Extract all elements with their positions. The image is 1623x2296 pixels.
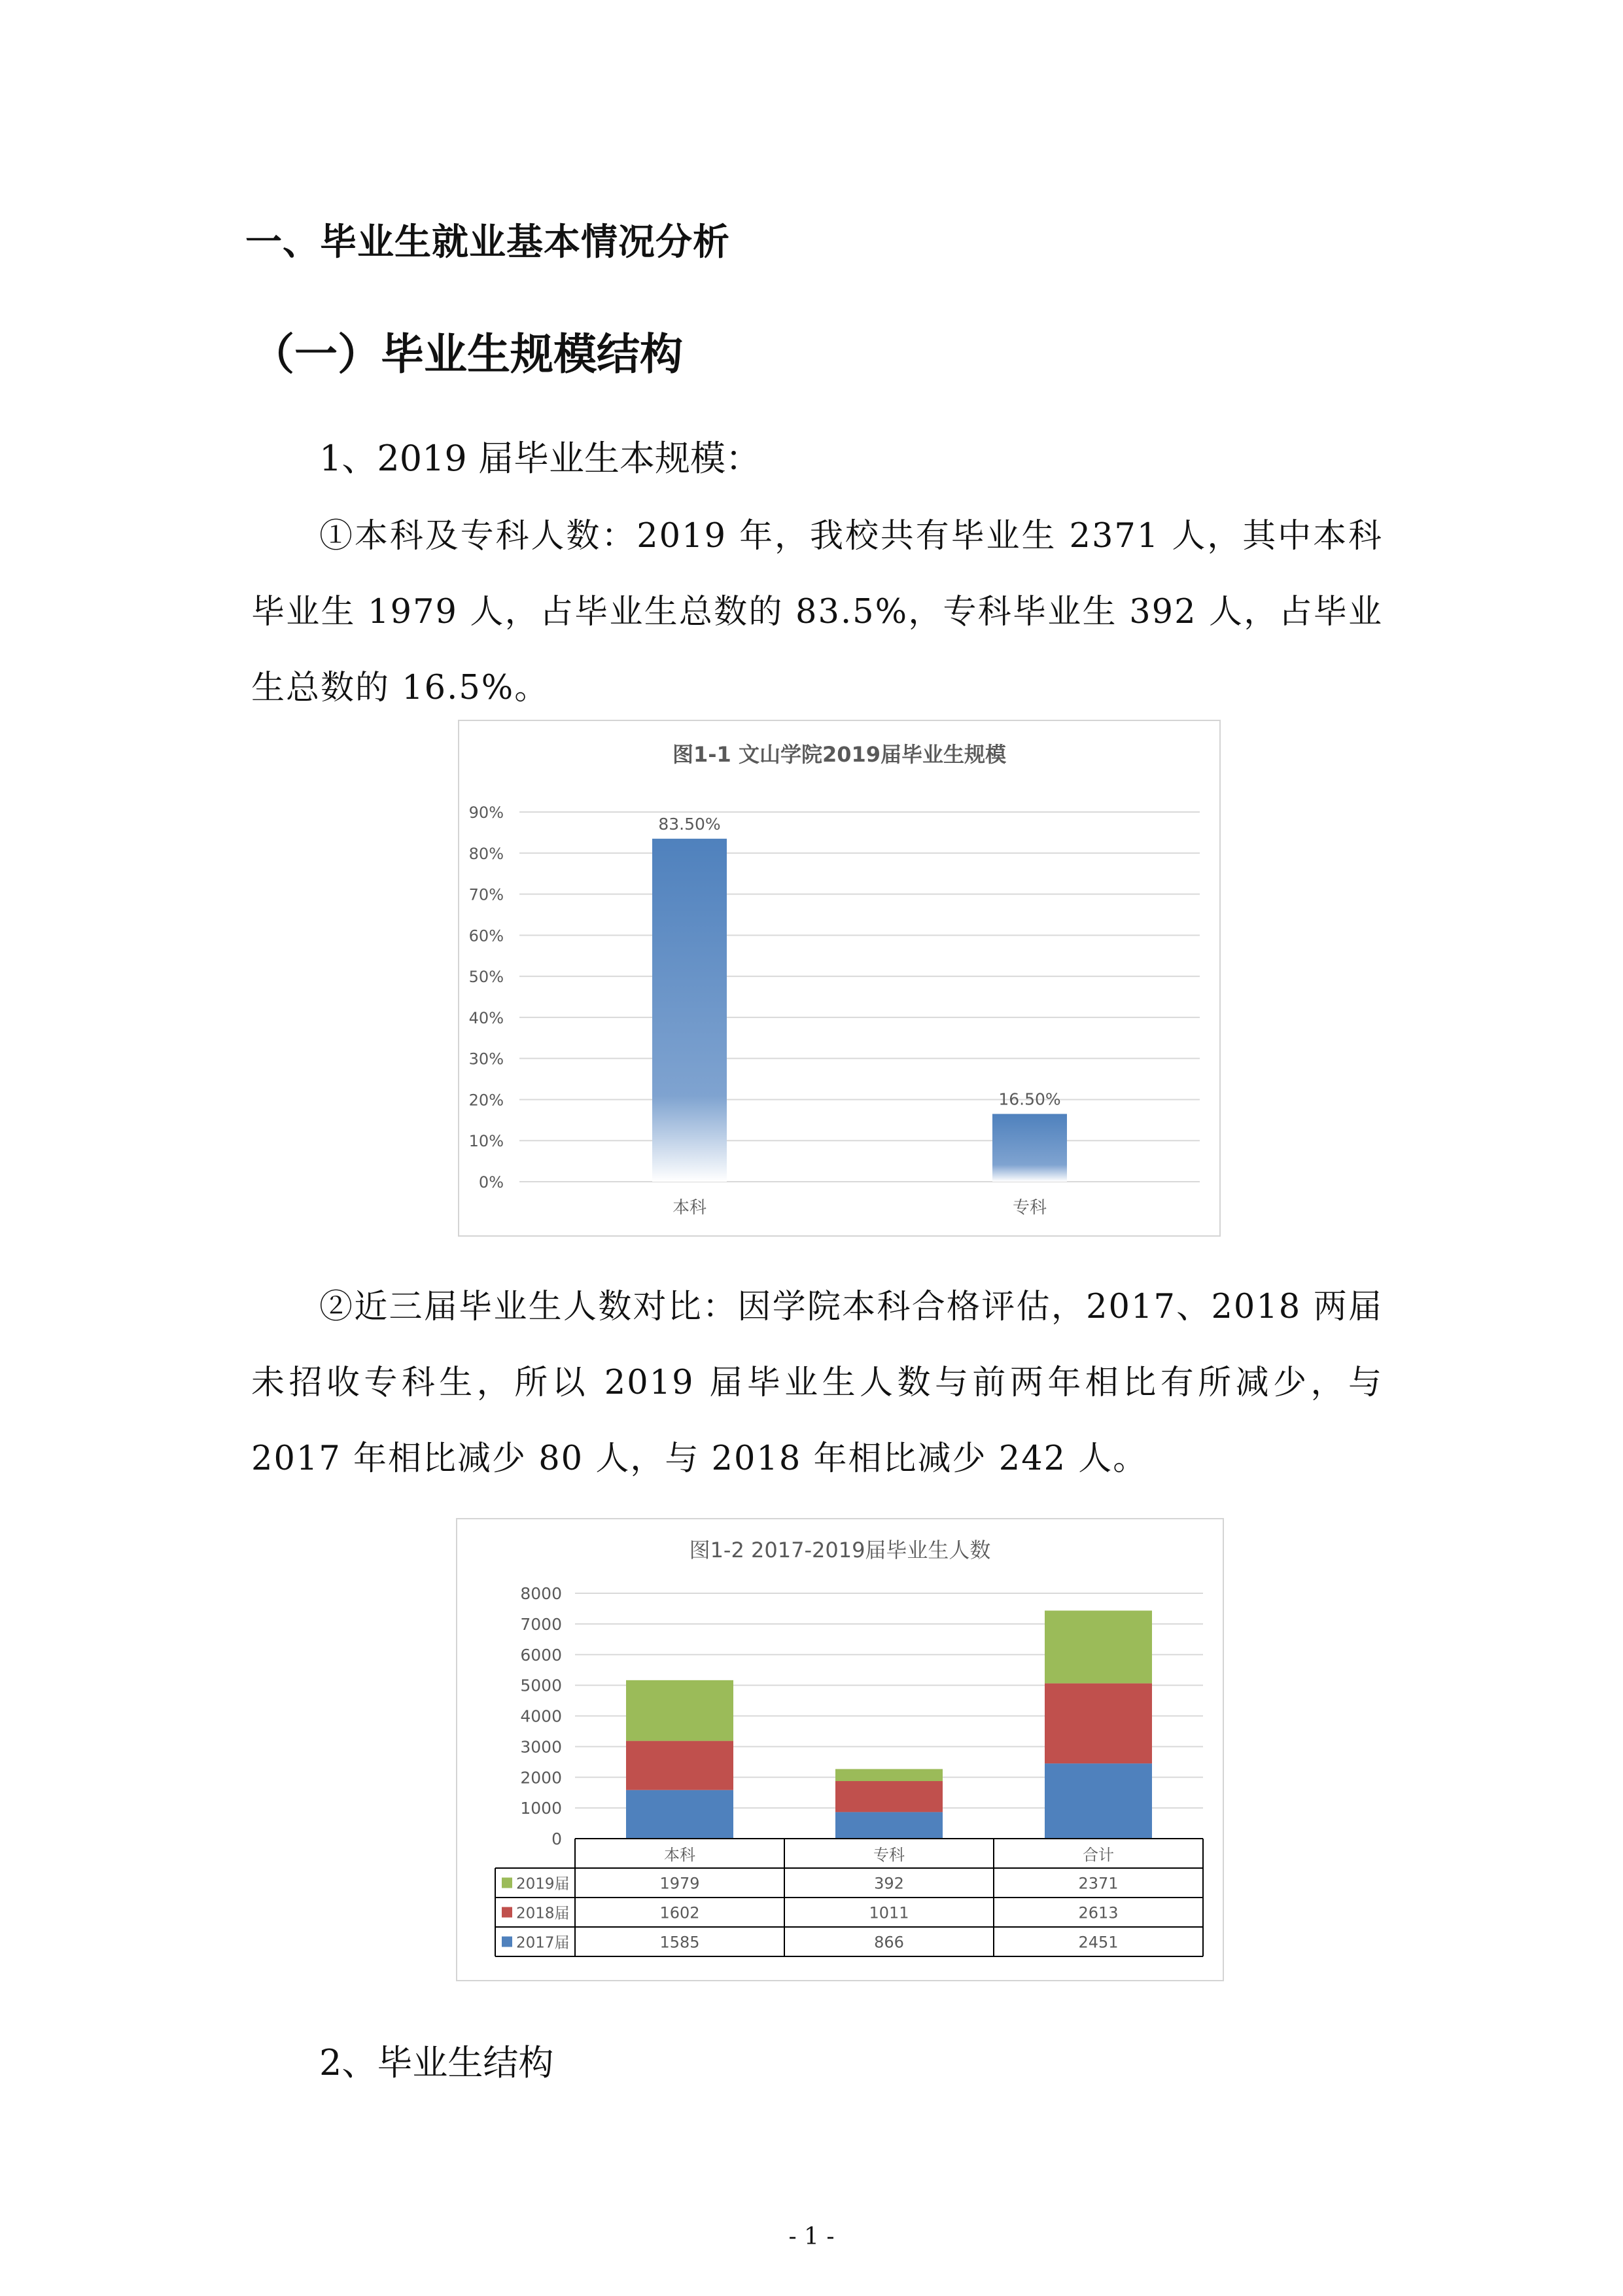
table-cell-value: 1602 [659, 1903, 700, 1922]
table-cell-value: 1585 [659, 1933, 700, 1952]
y-tick-label: 6000 [520, 1645, 562, 1665]
table-cell-value: 1979 [659, 1874, 700, 1893]
y-tick-label: 70% [468, 885, 504, 904]
chart-graduate-scale [458, 720, 1221, 1237]
x-tick-label: 合计 [1083, 1846, 1114, 1864]
y-tick-label: 0% [478, 1173, 504, 1192]
bar-segment-2019届 [626, 1680, 733, 1741]
data-label: 83.50% [658, 814, 721, 834]
y-tick-label: 90% [468, 804, 504, 822]
y-tick-label: 4000 [520, 1706, 562, 1726]
chart-three-year-comparison [456, 1518, 1224, 1981]
chart-three-year-comparison-svg [457, 1519, 1223, 1980]
bar-segment-2017届 [835, 1812, 943, 1839]
y-tick-label: 7000 [520, 1614, 562, 1634]
legend-label: 2017届 [516, 1934, 570, 1952]
y-tick-label: 50% [468, 968, 504, 987]
table-cell-value: 2371 [1078, 1874, 1119, 1893]
y-tick-label: 8000 [520, 1584, 562, 1603]
table-cell-value: 1011 [869, 1903, 909, 1922]
legend-swatch-2019届 [502, 1878, 512, 1888]
bar-segment-2018届 [626, 1741, 733, 1790]
heading-level2: （一）毕业生规模结构 [251, 329, 683, 380]
section-title-scale: 1、2019 届毕业生本规模： [319, 438, 761, 479]
bar-segment-2017届 [1045, 1763, 1152, 1839]
y-tick-label: 20% [468, 1091, 504, 1110]
y-tick-label: 60% [468, 927, 504, 945]
y-tick-label: 40% [468, 1008, 504, 1027]
table-cell-value: 392 [874, 1874, 904, 1893]
paragraph-comparison: ②近三届毕业生人数对比：因学院本科合格评估，2017、2018 两届未招收专科生，所以 2019 届毕业生人数与前两年相比有所减少，与 2017 年相比减少 80 人，与 2018 年相比减少 242 人。 [251, 1288, 1383, 1478]
table-cell-value: 866 [874, 1933, 904, 1952]
y-tick-label: 5000 [520, 1676, 562, 1695]
bar-1 [652, 839, 727, 1182]
table-cell-value: 2613 [1078, 1903, 1119, 1922]
y-tick-label: 10% [468, 1132, 504, 1151]
table-cell-value: 2451 [1078, 1933, 1119, 1952]
y-tick-label: 1000 [520, 1799, 562, 1818]
bar-segment-2018届 [835, 1781, 943, 1812]
legend-label: 2019届 [516, 1875, 570, 1893]
legend-label: 2018届 [516, 1905, 570, 1922]
legend-swatch-2017届 [502, 1937, 512, 1947]
y-tick-label: 0 [551, 1829, 562, 1848]
chart-title: 图1-1 文山学院2019届毕业生规模 [672, 742, 1007, 767]
bar-segment-2019届 [835, 1769, 943, 1781]
section-title-structure: 2、毕业生结构 [319, 2042, 554, 2083]
paragraph-counts: ①本科及专科人数：2019 年，我校共有毕业生 2371 人，其中本科毕业生 1979 人，占毕业生总数的 83.5%，专科毕业生 392 人，占毕业生总数的 16.5%。 [251, 517, 1383, 707]
y-tick-label: 30% [468, 1050, 504, 1069]
chart-title: 图1-2 2017-2019届毕业生人数 [689, 1538, 991, 1563]
y-tick-label: 80% [468, 844, 504, 863]
y-tick-label: 3000 [520, 1737, 562, 1757]
chart-graduate-scale-svg [459, 721, 1219, 1235]
bar-segment-2019届 [1045, 1610, 1152, 1683]
x-tick-label: 本科 [664, 1846, 695, 1864]
x-tick-label: 专科 [1012, 1198, 1047, 1218]
bar-2 [992, 1114, 1067, 1182]
x-tick-label: 本科 [672, 1198, 707, 1218]
data-label: 16.50% [998, 1089, 1061, 1109]
bar-segment-2018届 [1045, 1684, 1152, 1763]
bar-segment-2017届 [626, 1790, 733, 1839]
y-tick-label: 2000 [520, 1768, 562, 1788]
page-number: - 1 - [788, 2223, 835, 2250]
heading-level1: 一、毕业生就业基本情况分析 [245, 221, 730, 264]
x-tick-label: 专科 [873, 1846, 905, 1864]
legend-swatch-2018届 [502, 1907, 512, 1918]
